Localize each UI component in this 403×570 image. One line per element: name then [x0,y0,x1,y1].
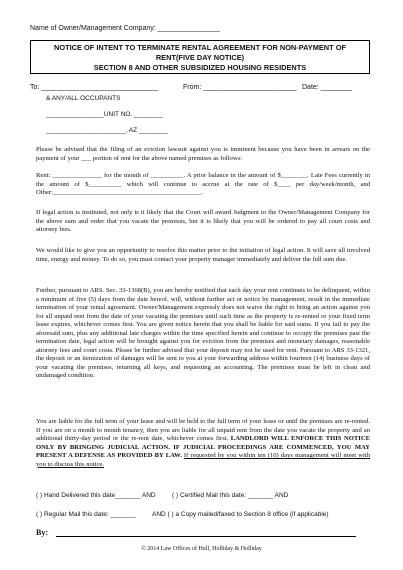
regular-mail-line: ( ) Regular Mail this date: _______ [36,511,136,518]
certified-mail-line: ( ) Certified Mail this date: _______ AND [172,492,289,499]
copyright-footer: © 2014 Law Offices of Hull, Holliday & Holliday [141,546,262,552]
hand-delivered-line: ( ) Hand Delivered this date_______ AND [36,492,156,499]
company-name-line: Name of Owner/Management Company: ________________ [30,25,220,32]
paragraph-legal-action: If legal action is instituted, not only is it likely that the Court will award Judgment to the Owner/Management Company for the above sum and order that you vacate the premises, but it is likely that you will be ordered to pay all court costs and attorney fees. [36,209,370,234]
to-label: To: [30,84,40,91]
company-label: Name of Owner/Management Company: [30,25,156,32]
from-line: ________________________ [203,84,297,91]
signature-line [56,536,356,537]
section8-copy-line: AND ( ) a Copy mailed/faxed to Section 8 office (if applicable) [152,511,329,518]
date-field [302,84,352,91]
city-line: ______________________, AZ ________ [46,127,168,134]
paragraph-amounts-due: Rent: _______________ for the month of __________. A prior balance in the amount of $________. Late Fees currently in the amount of $__________ which will continue to accrue at the rate of $____ per day/week/month, and Other:_____________________________________________. [36,172,370,197]
occupants-line: & ANY/ALL OCCUPANTS [46,95,121,102]
liability-text: You are liable for the full term of your lease and will be held to the full term of your lease or until the premises are re-rented. If you are on a month to month tenancy, then you are liable for all unpaid rent from the date you vacate the property and an additional thirty-day period or the re-rent date, whichever comes first. [36,418,370,443]
notice-title-box [30,40,370,74]
title-line-3: SECTION 8 AND OTHER SUBSIDIZED HOUSING RESIDENTS [93,63,307,73]
paragraph-opportunity: We would like to give you an opportunity to resolve this matter prior to the initiation of legal action. It will save all involved time, energy and money. To do so, you must contact your property manager immediately and deliver the full sum due. [36,247,370,263]
unit-line: ________________UNIT NO. ________ [46,111,163,118]
to-line: ______________________________ [41,84,159,91]
title-line-2: RENT(FIVE DAY NOTICE) [155,53,245,63]
judicial-action-warning: LANDLORD WILL ENFORCE THIS NOTICE ONLY BY BRINGING JUDICIAL ACTION. IF JUDICIAL PROCEEDINGS ARE COMMENCED, YOU MAY PRESENT A DEFENSE AS PROVIDED BY LAW. [36,435,370,460]
date-label: Date: [302,84,319,91]
from-label: From: [183,84,202,91]
paragraph-liability [36,418,370,469]
from-field [183,84,297,91]
by-label: By: [36,528,48,537]
title-line-1: NOTICE OF INTENT TO TERMINATE RENTAL AGREEMENT FOR NON-PAYMENT OF [54,43,346,52]
paragraph-termination: Further, pursuant to ARS. Sec. 33-1368(B), you are hereby notified that each day your rent continues to be delinquent, within a minimum of five (5) days from the date hereof, will, without further act or notice by management, result in the immediate termination of your rental agreement. Owner/Management expressly does not waive the right to bring an action against you for all unpaid rent from the date of your vacating the premises until such time as the property is re-rented or your fixed term lease expires, whichever comes first. You are given notice herein that you shall be liable for said sums. If you fail to pay the aforesaid sum, plus any additional late charges within the time specified herein and continue to occupy the premises past the termination date, legal action will be brought against you for eviction from the premises and monetary damages, reasonable attorney fees and court costs. Please be further advised that your deposit may not be used for rent. Pursuant to ARS 33-1321, the deposit or an itemization of damages will be sent to you at your forwarding address within fourteen (14) business days of your vacating the premises, returning all keys, and requesting an accounting. The premises must be left in clean and undamaged condition. [36,287,370,380]
paragraph-eviction-notice: Please be advised that the filing of an eviction lawsuit against you is imminent because you have been in arrears on the payment of your ___ portion of rent for the above named premises as follows: [36,146,370,162]
date-line: ________ [320,84,352,91]
meeting-request-text: If requested by you within ten (10) days management will meet with you to discuss this notice. [36,452,370,468]
to-field [30,84,158,91]
